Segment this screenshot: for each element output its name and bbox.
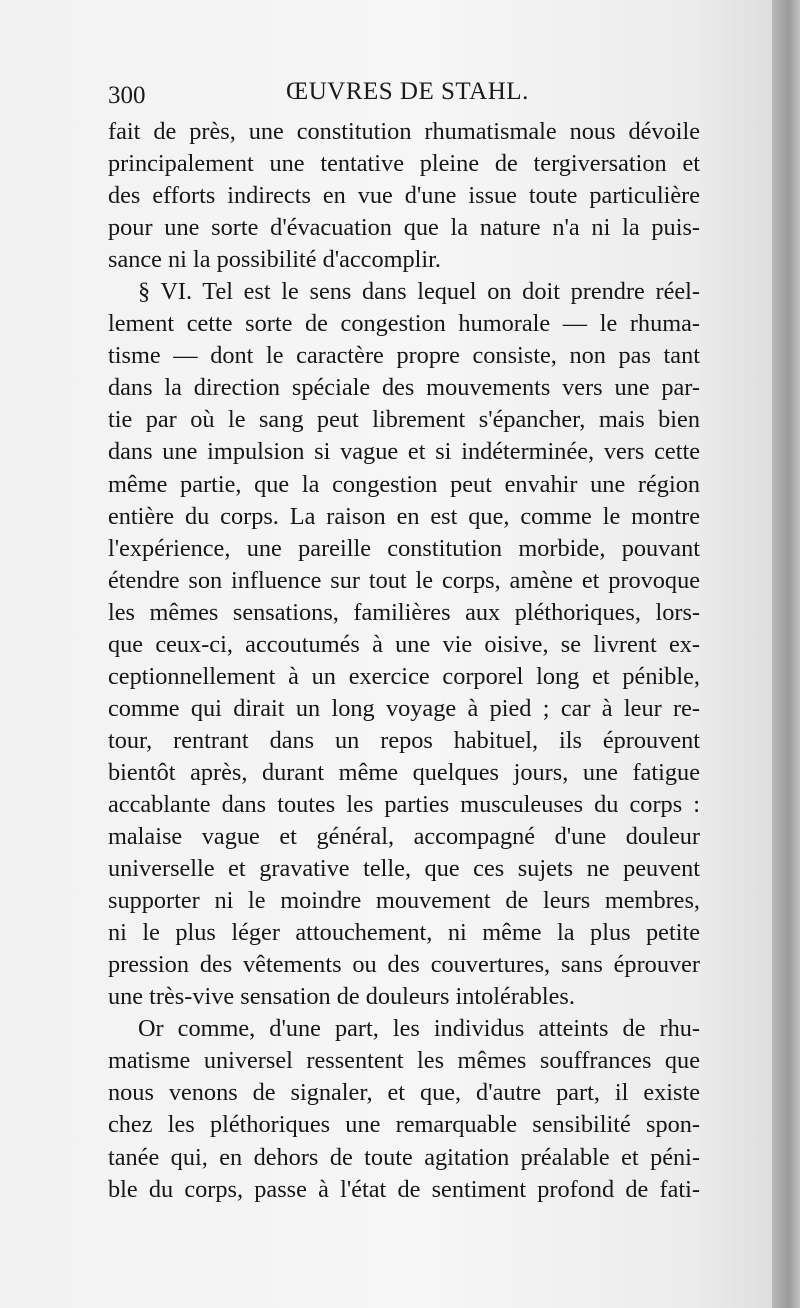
text-line: tour, rentrant dans un repos habituel, ils éprouvent — [108, 726, 700, 754]
text-line: tie par où le sang peut librement s'épancher, mais bien — [108, 406, 700, 434]
page-number: 300 — [108, 82, 146, 109]
text-line: que ceux-ci, accoutumés à une vie oisive, se livrent ex- — [108, 630, 700, 658]
text-line: lement cette sorte de congestion humorale — le rhuma- — [108, 310, 700, 338]
running-title: ŒUVRES DE STAHL. — [286, 78, 529, 105]
text-line: tanée qui, en dehors de toute agitation préalable et péni- — [108, 1143, 700, 1171]
text-line: tisme — dont le caractère propre consiste, non pas tant — [108, 342, 700, 370]
section-heading-line: § VI. Tel est le sens dans lequel on doit prendre réel- — [138, 278, 700, 306]
text-line: même partie, que la congestion peut envahir une région — [108, 470, 700, 498]
text-line: ceptionnellement à un exercice corporel long et pénible, — [108, 662, 700, 690]
text-line: fait de près, une constitution rhumatismale nous dévoile — [108, 118, 700, 145]
text-line: principalement une tentative pleine de tergiversation et — [108, 150, 700, 178]
text-line: universelle et gravative telle, que ces sujets ne peuvent — [108, 855, 700, 883]
text-line: bientôt après, durant même quelques jours, une fatigue — [108, 758, 700, 786]
page-header — [108, 78, 700, 112]
body-text — [108, 116, 700, 1206]
text-line: dans une impulsion si vague et si indéterminée, vers cette — [108, 438, 700, 466]
text-line: malaise vague et général, accompagné d'une douleur — [108, 823, 700, 851]
paragraph-start-line: Or comme, d'une part, les individus atteints de rhu- — [138, 1015, 700, 1043]
text-line: ni le plus léger attouchement, ni même la plus petite — [108, 919, 700, 947]
text-line: dans la direction spéciale des mouvements vers une par- — [108, 374, 700, 402]
text-line: pour une sorte d'évacuation que la nature n'a ni la puis- — [108, 214, 700, 242]
text-line: supporter ni le moindre mouvement de leurs membres, — [108, 887, 700, 915]
text-line: comme qui dirait un long voyage à pied ; car à leur re- — [108, 694, 700, 722]
text-line: entière du corps. La raison en est que, comme le montre — [108, 502, 700, 530]
text-line: accablante dans toutes les parties musculeuses du corps : — [108, 790, 700, 818]
text-line: l'expérience, une pareille constitution morbide, pouvant — [108, 534, 700, 562]
text-line: chez les pléthoriques une remarquable sensibilité spon- — [108, 1111, 700, 1139]
text-line: nous venons de signaler, et que, d'autre part, il existe — [108, 1079, 700, 1107]
text-line: matisme universel ressentent les mêmes souffrances que — [108, 1047, 700, 1075]
text-line: ble du corps, passe à l'état de sentiment profond de fati- — [108, 1175, 700, 1203]
text-line: étendre son influence sur tout le corps, amène et provoque — [108, 566, 700, 594]
text-line: une très-vive sensation de douleurs intolérables. — [108, 983, 575, 1011]
page-edge-shadow — [772, 0, 800, 1308]
text-line: pression des vêtements ou des couvertures, sans éprouver — [108, 951, 700, 979]
text-line: sance ni la possibilité d'accomplir. — [108, 246, 441, 274]
text-line: des efforts indirects en vue d'une issue toute particulière — [108, 182, 700, 210]
text-line: les mêmes sensations, familières aux pléthoriques, lors- — [108, 598, 700, 626]
